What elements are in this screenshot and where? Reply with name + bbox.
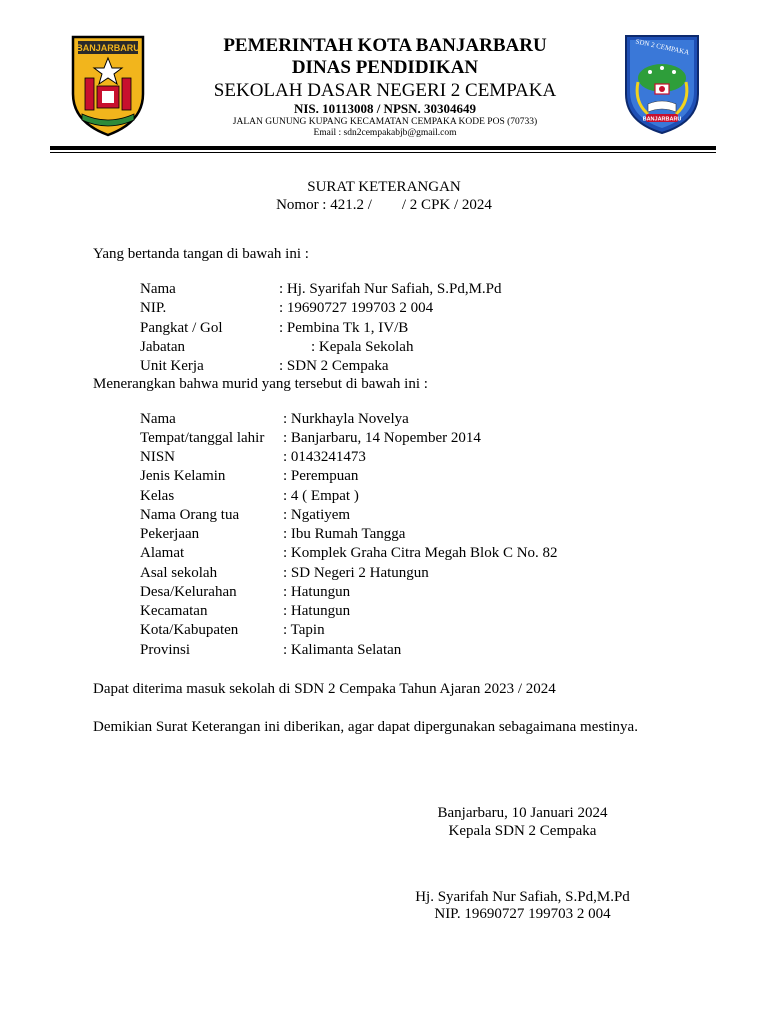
letterhead-department: DINAS PENDIDIKAN: [291, 57, 479, 78]
field-value: : Perempuan: [283, 468, 359, 484]
field-value: : Kepala Sekolah: [311, 339, 414, 355]
field-value: : Ibu Rumah Tangga: [283, 526, 406, 542]
field-value: : 0143241473: [283, 449, 366, 465]
statement-text: Menerangkan bahwa murid yang tersebut di bawah ini :: [93, 376, 428, 392]
signature-nip: NIP. 19690727 199703 2 004: [434, 906, 611, 922]
field-label: Kota/Kabupaten: [140, 622, 239, 638]
svg-text:BANJARBARU: BANJARBARU: [642, 116, 682, 123]
field-value: : Banjarbaru, 14 Nopember 2014: [283, 430, 481, 446]
field-label: Unit Kerja: [140, 358, 204, 374]
letter-number: Nomor : 421.2 / / 2 CPK / 2024: [276, 197, 492, 213]
field-value: : Hatungun: [283, 584, 351, 600]
field-value: : SDN 2 Cempaka: [279, 358, 389, 374]
field-value: : Pembina Tk 1, IV/B: [279, 320, 409, 336]
field-label: Provinsi: [140, 642, 191, 658]
field-label: NIP.: [140, 300, 167, 316]
field-label: Jenis Kelamin: [140, 468, 226, 484]
field-value: : SD Negeri 2 Hatungun: [283, 565, 429, 581]
svg-text:SDN 2 CEMPAKA: SDN 2 CEMPAKA: [634, 37, 690, 57]
letterhead-email: Email : sdn2cempakabjb@gmail.com: [313, 128, 457, 138]
field-label: Jabatan: [140, 339, 185, 355]
letterhead-government: PEMERINTAH KOTA BANJARBARU: [223, 35, 547, 56]
field-label: Nama: [140, 411, 176, 427]
signature-name: Hj. Syarifah Nur Safiah, S.Pd,M.Pd: [415, 889, 630, 905]
field-value: : Ngatiyem: [283, 507, 351, 523]
field-value: : 4 ( Empat ): [283, 488, 359, 504]
closing-text: Demikian Surat Keterangan ini diberikan, agar dapat dipergunakan sebagaimana mestinya.: [93, 719, 638, 735]
intro-text: Yang bertanda tangan di bawah ini :: [93, 246, 309, 262]
letterhead-divider-thick: [50, 146, 716, 150]
field-label: Nama Orang tua: [140, 507, 240, 523]
field-label: Nama: [140, 281, 176, 297]
field-label: Kecamatan: [140, 603, 208, 619]
field-value: : Komplek Graha Citra Megah Blok C No. 82: [283, 545, 558, 561]
letterhead-school-ids: NIS. 10113008 / NPSN. 30304649: [293, 101, 477, 116]
field-label: Pangkat / Gol: [140, 320, 223, 336]
letterhead-divider-thin: [50, 152, 716, 153]
field-value: : Hatungun: [283, 603, 351, 619]
field-value: : Tapin: [283, 622, 325, 638]
letter-title: SURAT KETERANGAN: [307, 179, 461, 195]
field-label: Kelas: [140, 488, 175, 504]
acceptance-text: Dapat diterima masuk sekolah di SDN 2 Cempaka Tahun Ajaran 2023 / 2024: [93, 681, 556, 697]
field-label: Desa/Kelurahan: [140, 584, 237, 600]
letterhead-address: JALAN GUNUNG KUPANG KECAMATAN CEMPAKA KODE POS (70733): [232, 117, 538, 127]
field-value: : 19690727 199703 2 004: [279, 300, 434, 316]
field-label: Asal sekolah: [140, 565, 218, 581]
signature-place-date: Banjarbaru, 10 Januari 2024: [437, 805, 608, 821]
emblem-label: BANJARBARU: [76, 43, 140, 53]
field-value: : Hj. Syarifah Nur Safiah, S.Pd,M.Pd: [279, 281, 502, 297]
letterhead-school-name: SEKOLAH DASAR NEGERI 2 CEMPAKA: [213, 80, 557, 101]
field-label: Pekerjaan: [140, 526, 200, 542]
signature-position: Kepala SDN 2 Cempaka: [448, 823, 597, 839]
field-label: NISN: [140, 449, 176, 465]
field-value: : Kalimanta Selatan: [283, 642, 402, 658]
field-label: Alamat: [140, 545, 185, 561]
field-value: : Nurkhayla Novelya: [283, 411, 409, 427]
banjarbaru-emblem-logo: [70, 34, 146, 138]
sdn2-cempaka-badge-logo: [622, 32, 702, 136]
field-label: Tempat/tanggal lahir: [140, 430, 265, 446]
